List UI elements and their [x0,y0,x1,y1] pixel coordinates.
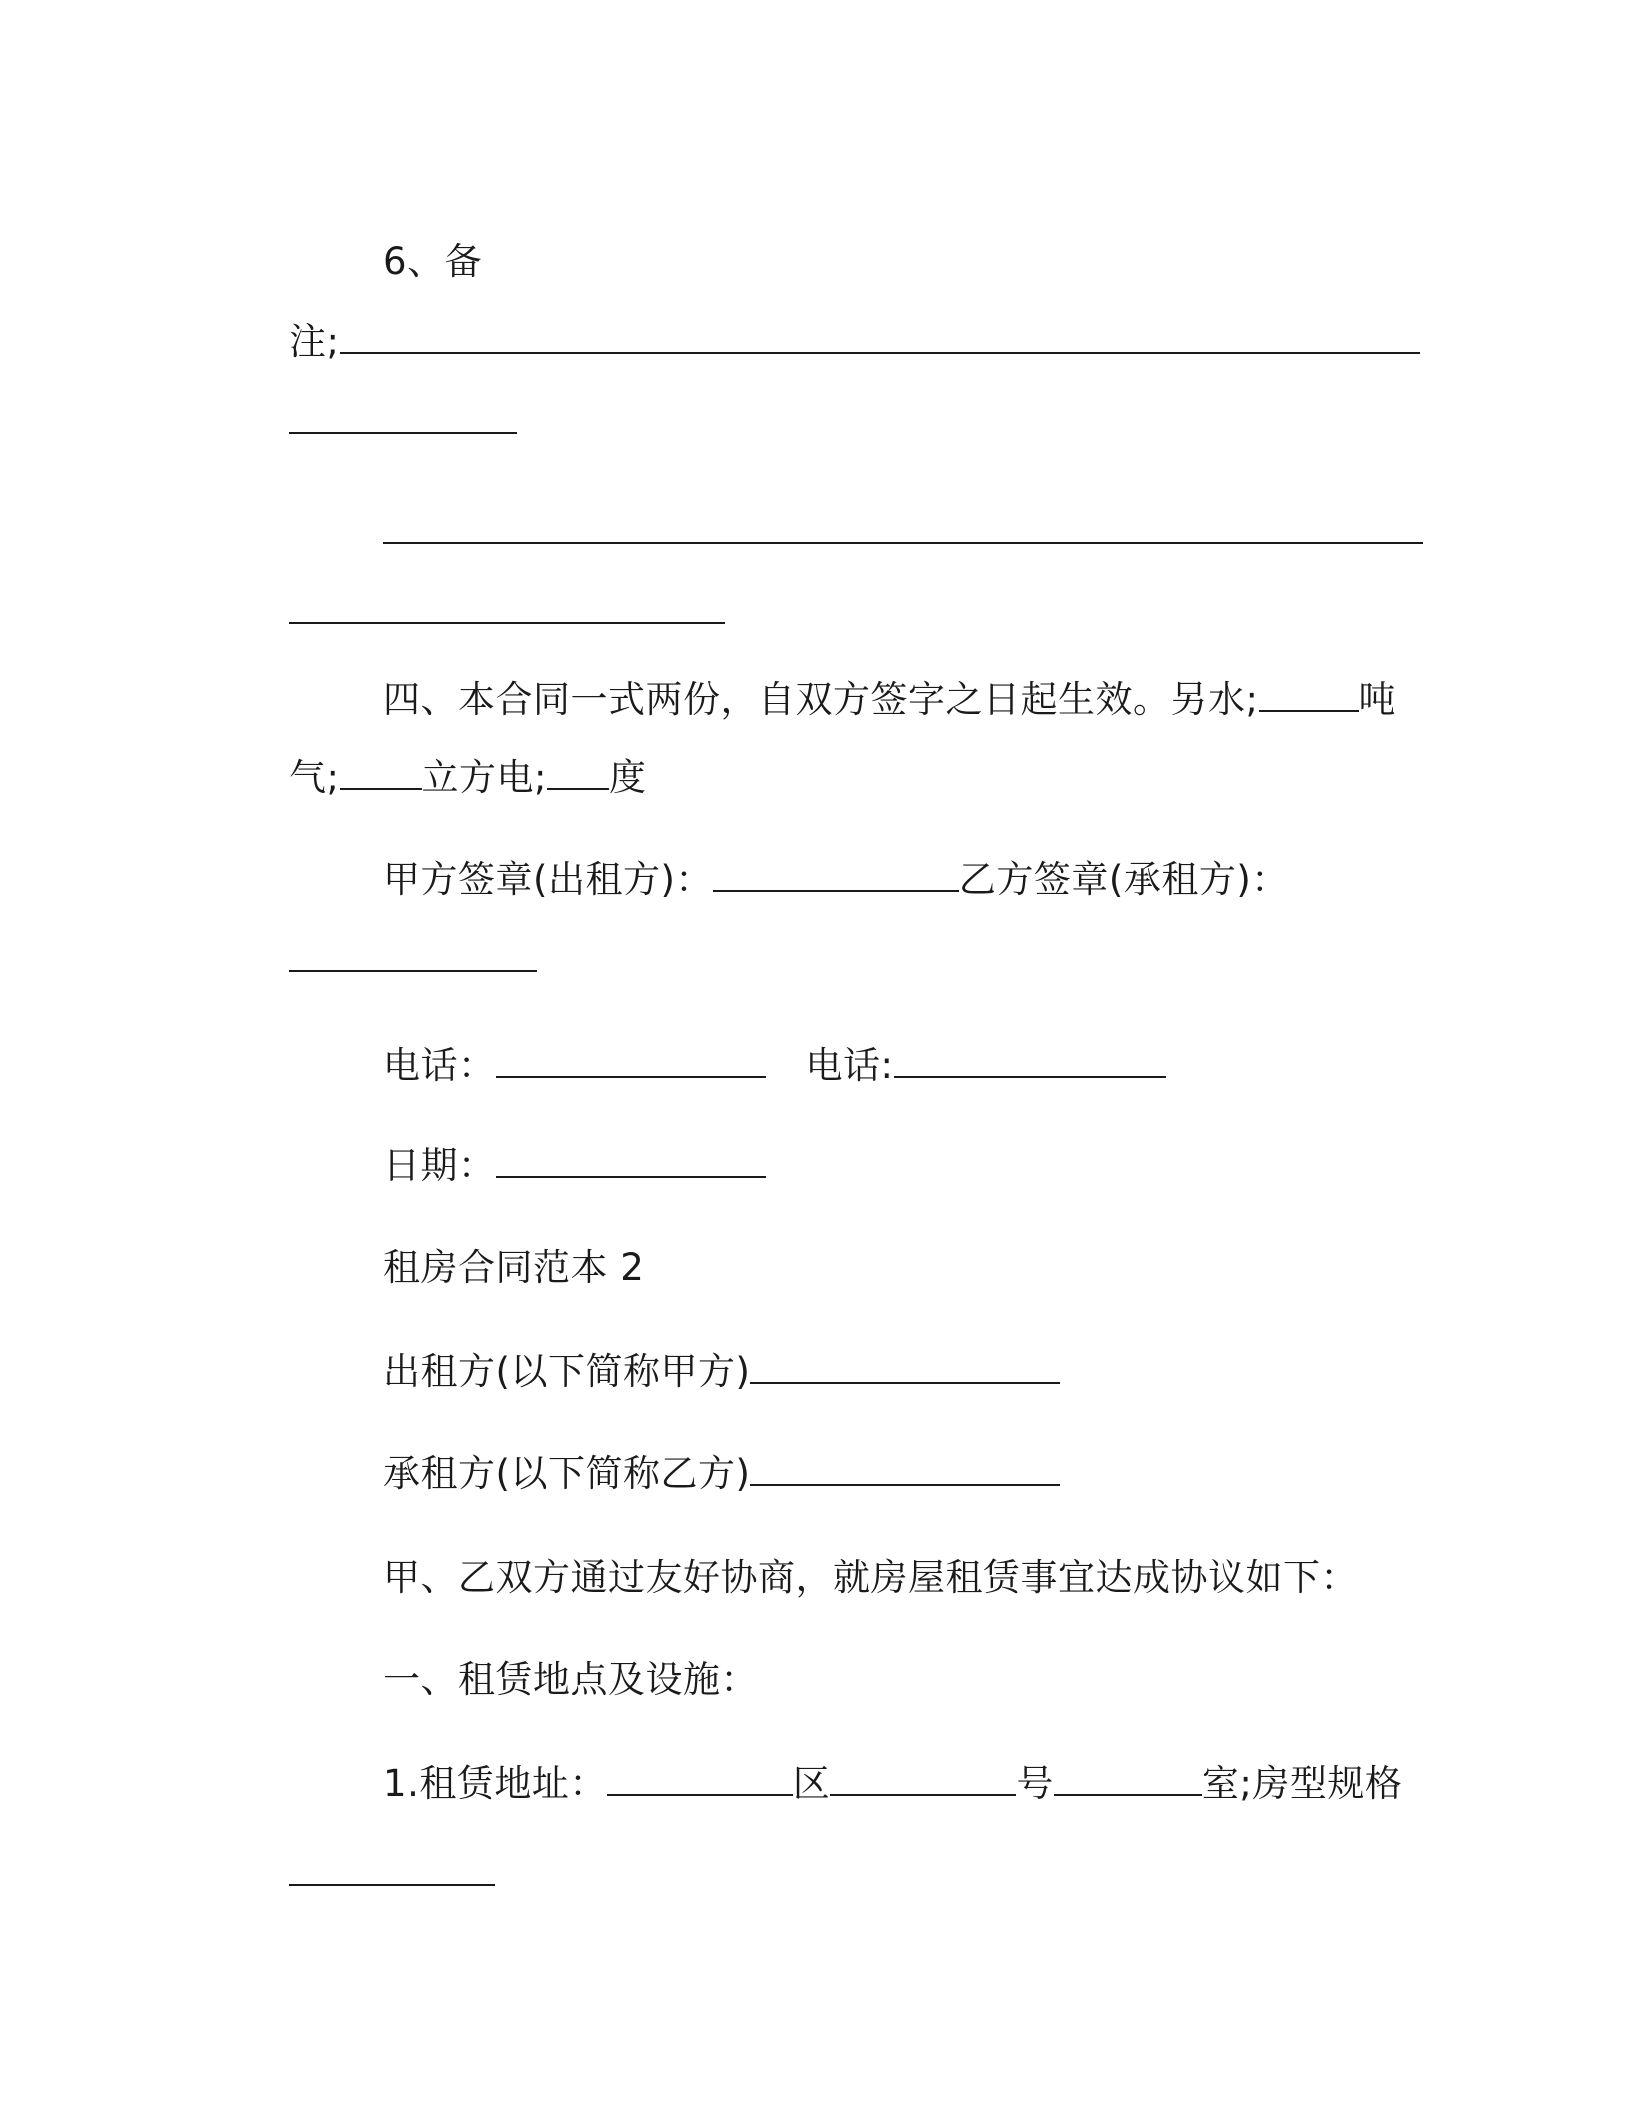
party-a-sign-label: 甲方签章(出租方)： [383,858,713,901]
lessee-label: 承租方(以下简称乙方) [383,1452,751,1495]
phone-a-label: 电话： [383,1044,496,1087]
address-blank [607,1764,793,1796]
phone-b-blank [894,1046,1166,1078]
party-a-sign-blank [713,860,959,892]
district-blank [830,1764,1016,1796]
clause4-line1: 四、本合同一式两份，自双方签字之日起生效。另水; 吨 [383,678,1397,721]
address-line: 1.租赁地址： 区 号 室;房型规格 [383,1762,1403,1805]
lessor-label: 出租方(以下简称甲方) [383,1350,751,1393]
address-label: 1.租赁地址： [383,1762,607,1805]
date-label: 日期： [383,1144,496,1187]
section1-title: 一、租赁地点及设施： [383,1658,759,1701]
remark-blank-4 [289,592,725,624]
clause4-line2: 气; 立方电; 度 [289,756,647,799]
party-b-sign-blank [289,940,537,972]
electric-blank [547,758,609,790]
phone-a-blank [496,1046,766,1078]
item6-label: 6、备 [383,240,483,283]
room-type-blank [289,1854,495,1886]
agreement-intro: 甲、乙双方通过友好协商，就房屋租赁事宜达成协议如下： [383,1556,1359,1599]
sample2-title: 租房合同范本 2 [383,1246,645,1289]
date-blank [496,1146,766,1178]
lessor-blank [750,1352,1060,1384]
lessee-blank [750,1454,1060,1486]
number-blank [1054,1764,1202,1796]
item6-continuation: 注; [289,320,340,363]
remark-blank-2 [289,402,517,434]
gas-blank [340,758,422,790]
party-b-sign-label: 乙方签章(承租方)： [958,858,1289,901]
remark-blank-3 [383,512,1423,544]
water-blank [1259,680,1359,712]
phone-b-label: 电话: [805,1044,894,1087]
remark-blank [340,322,1420,354]
room-type-line [240,1808,495,1940]
